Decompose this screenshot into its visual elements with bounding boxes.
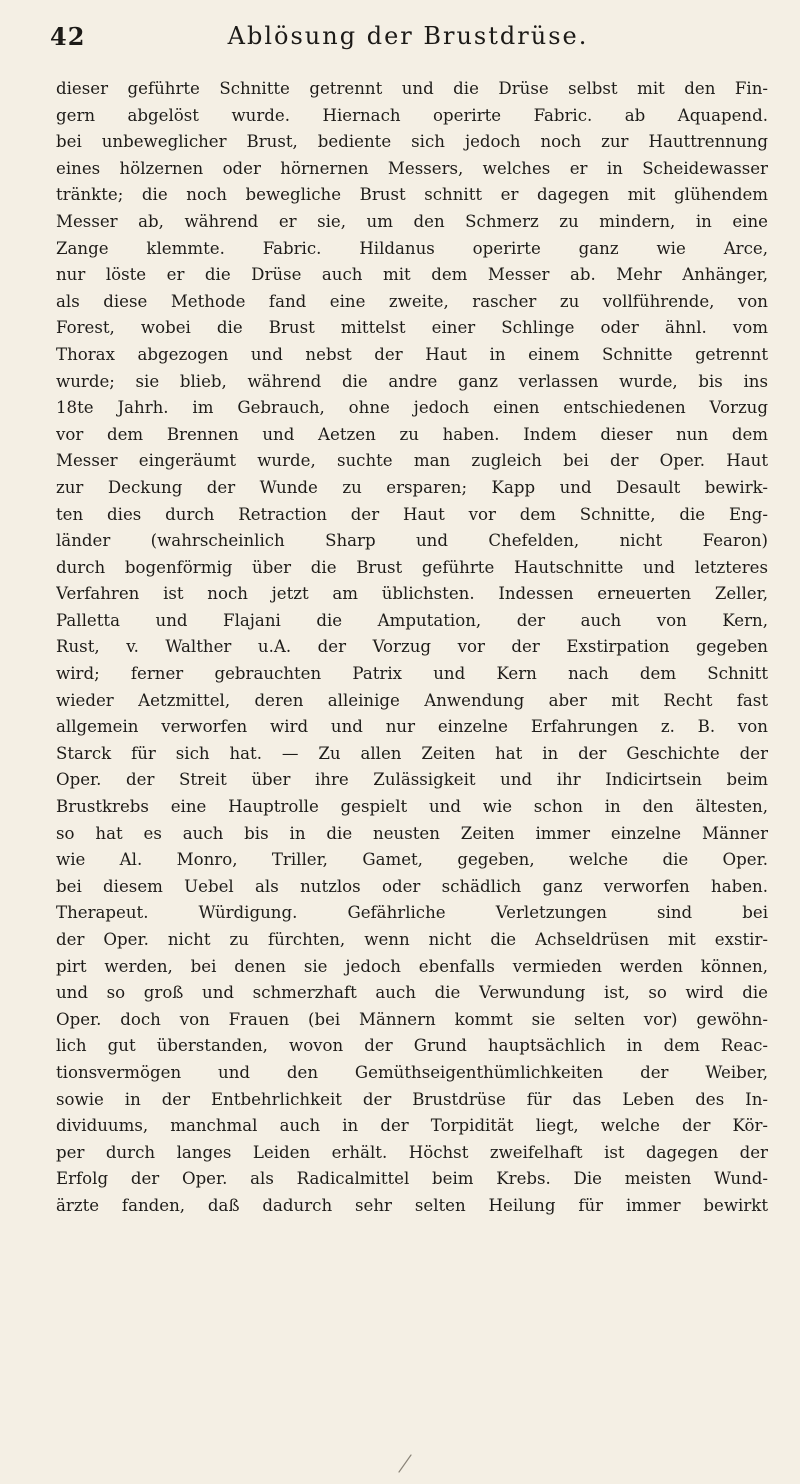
text-line: ten dies durch Retraction der Haut vor dem Schnitte, die Eng- — [56, 504, 768, 524]
text-line: Thorax abgezogen und nebst der Haut in einem Schnitte getrennt — [56, 344, 768, 364]
text-line: bei diesem Uebel als nutzlos oder schädlich ganz verworfen haben. — [56, 876, 768, 896]
text-line: gern abgelöst wurde. Hiernach operirte Fabric. ab Aquapend. — [56, 105, 768, 125]
text-line: tionsvermögen und den Gemüthseigenthümlichkeiten der Weiber, — [56, 1062, 768, 1082]
text-line: eines hölzernen oder hörnernen Messers, welches er in Scheidewasser — [56, 158, 768, 178]
text-line: Palletta und Flajani die Amputation, der auch von Kern, — [56, 610, 768, 630]
text-line: der Oper. nicht zu fürchten, wenn nicht die Achseldrüsen mit exstir- — [56, 930, 768, 949]
text-line: wie Al. Monro, Triller, Gamet, gegeben, welche die Oper. — [56, 850, 768, 870]
text-line: Forest, wobei die Brust mittelst einer Schlinge oder ähnl. vom — [56, 318, 768, 338]
text-line: vor dem Brennen und Aetzen zu haben. Indem dieser nun dem — [56, 424, 768, 444]
text-line: Zange klemmte. Fabric. Hildanus operirte ganz wie Arce, — [56, 238, 768, 258]
text-line: Messer eingeräumt wurde, suchte man zugleich bei der Oper. Haut — [56, 451, 768, 471]
text-line: nur löste er die Drüse auch mit dem Messer ab. Mehr Anhänger, — [56, 265, 768, 285]
text-line: per durch langes Leiden erhält. Höchst zweifelhaft ist dagegen der — [56, 1142, 768, 1162]
text-line: sowie in der Entbehrlichkeit der Brustdrüse für das Leben des In- — [56, 1089, 768, 1109]
text-line: Verfahren ist noch jetzt am üblichsten. Indessen erneuerten Zeller, — [56, 584, 768, 604]
text-line: Oper. doch von Frauen (bei Männern kommt sie selten vor) gewöhn- — [56, 1009, 768, 1029]
text-line: bei unbeweglicher Brust, bediente sich jedoch noch zur Hauttrennung — [56, 132, 768, 152]
page-number: 42 — [50, 22, 86, 51]
text-line: lich gut überstanden, wovon der Grund hauptsächlich in dem Reac- — [56, 1036, 768, 1056]
text-line: länder (wahrscheinlich Sharp und Chefelden, nicht Fearon) — [56, 531, 768, 551]
text-line: Brustkrebs eine Hauptrolle gespielt und wie schon in den ältesten, — [56, 797, 768, 817]
page-header — [50, 18, 766, 58]
text-line: so hat es auch bis in die neusten Zeiten immer einzelne Männer — [56, 823, 768, 843]
text-line: durch bogenförmig über die Brust geführte Hautschnitte und letzteres — [56, 557, 768, 577]
text-line: Therapeut. Würdigung. Gefährliche Verletzungen sind bei — [56, 903, 768, 923]
pencil-mark-icon — [396, 1452, 414, 1474]
text-line: wurde; sie blieb, während die andre ganz verlassen wurde, bis ins — [56, 371, 768, 391]
text-line: wird; ferner gebrauchten Patrix und Kern nach dem Schnitt — [56, 664, 768, 684]
text-line: als diese Methode fand eine zweite, rascher zu vollführende, von — [56, 291, 768, 311]
text-line: ärzte fanden, daß dadurch sehr selten Heilung für immer bewirkt — [56, 1195, 768, 1215]
text-line: zur Deckung der Wunde zu ersparen; Kapp und Desault bewirk- — [56, 477, 768, 497]
running-head: Ablösung der Brustdrüse. — [227, 22, 589, 50]
text-line: Rust, v. Walther u.A. der Vorzug vor der Exstirpation gegeben — [56, 637, 768, 657]
text-line: dieser geführte Schnitte getrennt und die Drüse selbst mit den Fin- — [56, 79, 768, 98]
body-text — [56, 76, 768, 1220]
text-line: dividuums, manchmal auch in der Torpidität liegt, welche der Kör- — [56, 1116, 768, 1136]
text-line: allgemein verworfen wird und nur einzelne Erfahrungen z. B. von — [56, 717, 768, 737]
text-line: 18te Jahrh. im Gebrauch, ohne jedoch einen entschiedenen Vorzug — [56, 398, 768, 418]
text-line: pirt werden, bei denen sie jedoch ebenfalls vermieden werden können, — [56, 956, 768, 976]
text-line: Messer ab, während er sie, um den Schmerz zu mindern, in eine — [56, 211, 768, 231]
text-line: wieder Aetzmittel, deren alleinige Anwendung aber mit Recht fast — [56, 690, 768, 710]
text-line: Erfolg der Oper. als Radicalmittel beim Krebs. Die meisten Wund- — [56, 1169, 768, 1189]
text-line: Starck für sich hat. — Zu allen Zeiten hat in der Geschichte der — [56, 743, 768, 763]
text-line: tränkte; die noch bewegliche Brust schnitt er dagegen mit glühendem — [56, 185, 768, 205]
text-line: Oper. der Streit über ihre Zulässigkeit und ihr Indicirtsein beim — [56, 770, 768, 790]
text-line: und so groß und schmerzhaft auch die Verwundung ist, so wird die — [56, 983, 768, 1003]
